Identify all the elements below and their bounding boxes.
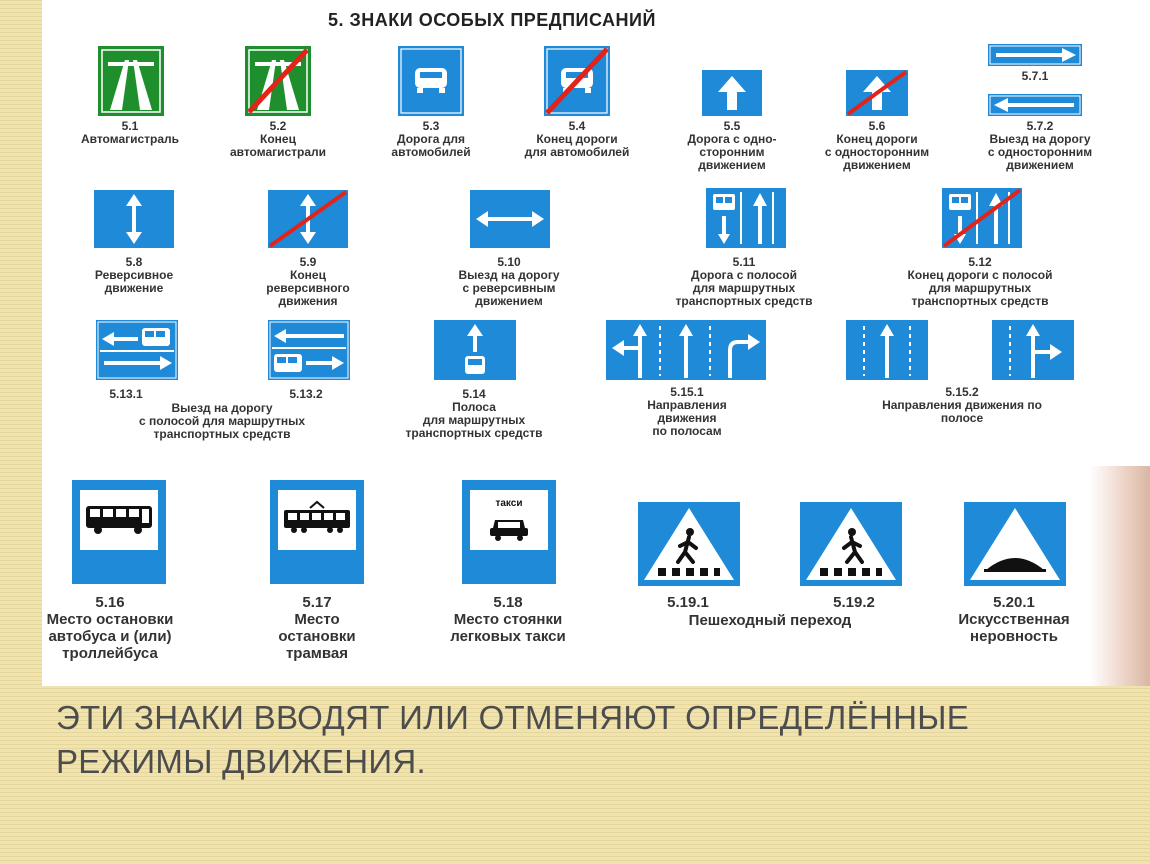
- car-road-end-icon: [544, 46, 610, 116]
- sign-label-5-7-1: 5.7.1: [1021, 69, 1049, 83]
- motorway-end-icon: [245, 46, 311, 116]
- motorway-icon: [98, 46, 164, 116]
- sign-label-5-9: 5.9 Конец реверсивного движения: [266, 255, 350, 308]
- sign-label-5-14: 5.14 Полоса для маршрутных транспортных средств: [405, 387, 543, 440]
- reversible-traffic-icon: [94, 190, 174, 248]
- sign-label-5-3: 5.3 Дорога для автомобилей: [391, 119, 471, 159]
- one-way-road-icon: [702, 70, 762, 116]
- sign-label-5-16: 5.16 Место остановки автобуса и (или) троллейбуса: [46, 594, 174, 662]
- sign-label-5-15-2: 5.15.2 Направления движения по полосе: [882, 385, 1042, 425]
- bus-lane-icon: [434, 320, 516, 380]
- sheet-title: 5. ЗНАКИ ОСОБЫХ ПРЕДПИСАНИЙ: [328, 10, 656, 30]
- sign-label-5-6: 5.6 Конец дороги с односторонним движением: [824, 119, 930, 172]
- group-label-exit-bus-lane: Выезд на дорогу с полосой для маршрутных транспортных средств: [139, 401, 305, 441]
- taxi-sign-text: такси: [495, 498, 523, 509]
- sign-label-5-4: 5.4 Конец дороги для автомобилей: [524, 119, 630, 159]
- sign-label-5-12: 5.12 Конец дороги с полосой для маршрутных транспортных средств: [907, 255, 1053, 308]
- sign-label-5-19-2: 5.19.2: [833, 594, 875, 611]
- reversible-traffic-end-icon: [268, 190, 348, 248]
- lane-direction-icon-straight: [846, 320, 928, 380]
- sign-label-5-13-1: 5.13.1: [109, 387, 143, 401]
- sign-label-5-15-1: 5.15.1 Направления движения по полосам: [647, 385, 727, 438]
- sign-label-5-10: 5.10 Выезд на дорогу с реверсивным движением: [458, 255, 560, 308]
- slide-caption: [56, 696, 1056, 784]
- exit-reversible-icon: [470, 190, 550, 248]
- pedestrian-crossing-icon-1: [638, 502, 740, 586]
- bus-stop-icon: [72, 480, 166, 584]
- one-way-road-end-icon: [846, 70, 908, 116]
- bus-lane-road-icon: [706, 188, 786, 248]
- exit-bus-lane-right-icon: [268, 320, 350, 380]
- sign-label-5-8: 5.8 Реверсивное движение: [94, 255, 174, 295]
- bus-lane-road-end-icon: [942, 188, 1022, 248]
- sheet-edge: [1090, 466, 1150, 686]
- exit-bus-lane-left-icon: [96, 320, 178, 380]
- lane-directions-icon: [606, 320, 766, 380]
- sign-label-5-18: 5.18 Место стоянки легковых такси: [450, 594, 566, 645]
- caption-line-2: РЕЖИМЫ ДВИЖЕНИЯ.: [56, 743, 426, 780]
- sign-label-5-17: 5.17 Место остановки трамвая: [278, 594, 356, 662]
- speed-bump-icon: [964, 502, 1066, 586]
- sign-label-5-2: 5.2 Конец автомагистрали: [229, 119, 327, 159]
- group-label-pedestrian-crossing: Пешеходный переход: [688, 612, 852, 629]
- sign-label-5-19-1: 5.19.1: [667, 594, 709, 611]
- road-signs-sheet: [42, 0, 1150, 686]
- lane-direction-icon-right: [992, 320, 1074, 380]
- exit-one-way-right-icon: [988, 44, 1082, 66]
- sign-label-5-5: 5.5 Дорога с одно- сторонним движением: [687, 119, 777, 172]
- car-road-icon: [398, 46, 464, 116]
- sign-label-5-1: 5.1 Автомагистраль: [80, 119, 180, 146]
- exit-one-way-left-icon: [988, 94, 1082, 116]
- sign-label-5-7-2: 5.7.2 Выезд на дорогу с односторонним движением: [987, 119, 1093, 172]
- caption-line-1: ЭТИ ЗНАКИ ВВОДЯТ ИЛИ ОТМЕНЯЮТ ОПРЕДЕЛЁННЫЕ: [56, 699, 970, 736]
- sign-label-5-13-2: 5.13.2: [289, 387, 323, 401]
- sign-label-5-20-1: 5.20.1 Искусственная неровность: [958, 594, 1070, 645]
- tram-stop-icon: [270, 480, 364, 584]
- sign-label-5-11: 5.11 Дорога с полосой для маршрутных транспортных средств: [675, 255, 813, 308]
- taxi-stand-icon: [462, 480, 556, 584]
- pedestrian-crossing-icon-2: [800, 502, 902, 586]
